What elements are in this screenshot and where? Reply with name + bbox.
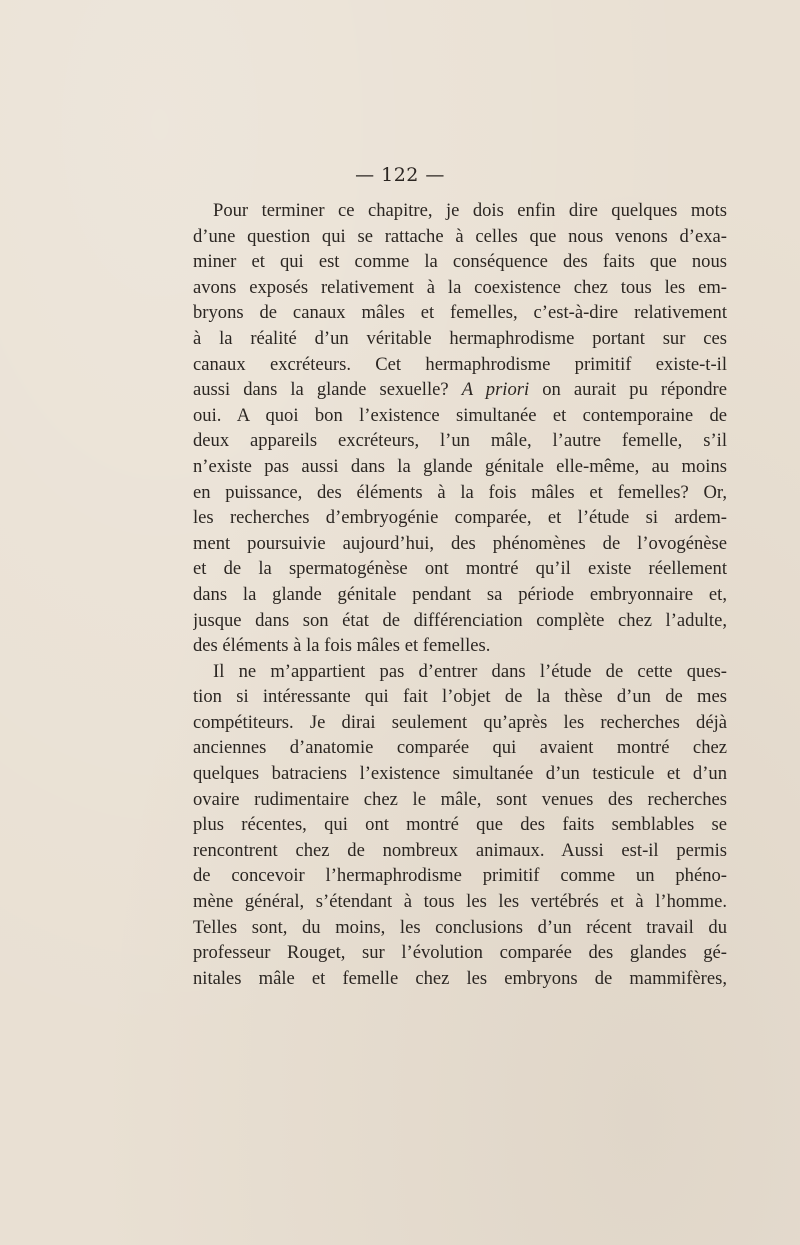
text-line: à la réalité d’un véritable hermaphrodisme portant sur ces — [193, 327, 727, 349]
text-line: canaux excréteurs. Cet hermaphrodisme primitif existe-t-il — [193, 353, 727, 375]
text-line: ment poursuivie aujourd’hui, des phénomènes de l’ovogénèse — [193, 532, 727, 554]
text-line: en puissance, des éléments à la fois mâles et femelles? Or, — [193, 481, 727, 503]
italic-phrase: A priori — [461, 379, 530, 401]
text-line: les recherches d’embryogénie comparée, et l’étude si ardem- — [193, 507, 727, 529]
text-line: compétiteurs. Je dirai seulement qu’après les recherches déjà — [193, 711, 727, 733]
text-line: Telles sont, du moins, les conclusions d’un récent travail du — [193, 916, 727, 938]
text-segment: on aurait pu répondre — [542, 379, 727, 401]
text-line: rencontrent chez de nombreux animaux. Aussi est-il permis — [193, 839, 727, 861]
text-line: de concevoir l’hermaphrodisme primitif comme un phéno- — [193, 865, 727, 887]
text-line: plus récentes, qui ont montré que des faits semblables se — [193, 814, 727, 836]
text-line: dans la glande génitale pendant sa période embryonnaire et, — [193, 583, 727, 605]
text-line: n’existe pas aussi dans la glande génitale elle-même, au moins — [193, 455, 727, 477]
text-line: et de la spermatogénèse ont montré qu’il existe réellement — [193, 558, 727, 580]
text-line: anciennes d’anatomie comparée qui avaient montré chez — [193, 737, 727, 759]
text-line: professeur Rouget, sur l’évolution comparée des glandes gé- — [193, 942, 727, 964]
text-line: d’une question qui se rattache à celles que nous venons d’exa- — [193, 225, 727, 247]
text-line: Il ne m’appartient pas d’entrer dans l’étude de cette ques- — [213, 660, 727, 682]
text-line: miner et qui est comme la conséquence des faits que nous — [193, 251, 727, 273]
text-line: bryons de canaux mâles et femelles, c’est-à-dire relativement — [193, 302, 727, 324]
text-line: des éléments à la fois mâles et femelles. — [193, 635, 491, 657]
page-number: — 122 — — [355, 164, 445, 186]
text-line: avons exposés relativement à la coexistence chez tous les em- — [193, 276, 727, 298]
body-text — [193, 198, 727, 991]
text-line-with-italic — [193, 377, 727, 403]
text-line: nitales mâle et femelle chez les embryons de mammifères, — [193, 967, 727, 989]
text-line: mène général, s’étendant à tous les les vertébrés et à l’homme. — [193, 891, 727, 913]
text-line: deux appareils excréteurs, l’un mâle, l’autre femelle, s’il — [193, 430, 727, 452]
text-line: quelques batraciens l’existence simultanée d’un testicule et d’un — [193, 763, 727, 785]
text-line: jusque dans son état de différenciation complète chez l’adulte, — [193, 609, 727, 631]
text-line: oui. A quoi bon l’existence simultanée et contemporaine de — [193, 404, 727, 426]
text-segment: aussi dans la glande sexuelle? — [193, 379, 449, 401]
text-line: Pour terminer ce chapitre, je dois enfin dire quelques mots — [213, 200, 727, 221]
text-line: tion si intéressante qui fait l’objet de la thèse d’un de mes — [193, 686, 727, 708]
text-line: ovaire rudimentaire chez le mâle, sont venues des recherches — [193, 788, 727, 810]
